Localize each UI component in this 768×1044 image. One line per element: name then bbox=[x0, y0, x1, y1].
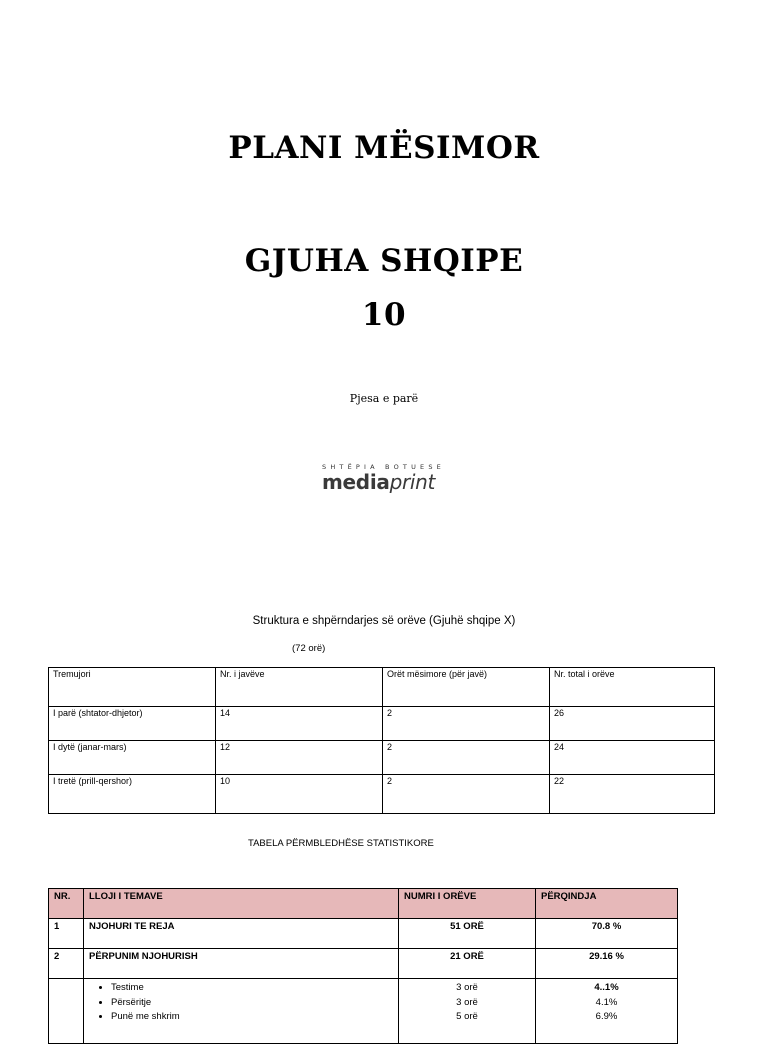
table-cell bbox=[399, 979, 536, 1044]
subject-title: GJUHA SHQIPE bbox=[244, 243, 524, 279]
sub-hours: 3 orë bbox=[456, 982, 478, 993]
header-cell: Nr. i javëve bbox=[216, 668, 383, 707]
list-item: • Punë me shkrim bbox=[111, 1010, 393, 1025]
table-cell: I dytë (janar-mars) bbox=[49, 741, 216, 775]
table-cell bbox=[49, 979, 84, 1044]
table-cell: 12 bbox=[216, 741, 383, 775]
logo-top-text: SHTËPIA BOTUESE bbox=[322, 463, 445, 471]
table-cell: 14 bbox=[216, 707, 383, 741]
table-cell: 29.16 % bbox=[536, 949, 678, 979]
part-label: Pjesa e parë bbox=[349, 392, 419, 405]
table-cell: 2 bbox=[383, 775, 550, 814]
table-cell bbox=[536, 979, 678, 1044]
table-cell: 24 bbox=[550, 741, 715, 775]
sub-hours: 5 orë bbox=[456, 1011, 478, 1022]
table-cell: I tretë (prill-qershor) bbox=[49, 775, 216, 814]
table-header-row bbox=[49, 668, 715, 707]
list-item: • Testime bbox=[111, 981, 393, 996]
header-cell: Tremujori bbox=[49, 668, 216, 707]
table-cell: I parë (shtator-dhjetor) bbox=[49, 707, 216, 741]
list-item: • Përsëritje bbox=[111, 996, 393, 1011]
table-cell: PËRPUNIM NJOHURISH bbox=[84, 949, 399, 979]
table-row bbox=[49, 707, 715, 741]
table-cell: 10 bbox=[216, 775, 383, 814]
table-row bbox=[49, 949, 678, 979]
stats-caption: TABELA PËRMBLEDHËSE STATISTIKORE bbox=[248, 838, 434, 849]
hours-note: (72 orë) bbox=[292, 643, 326, 654]
table-cell: NJOHURI TE REJA bbox=[84, 919, 399, 949]
sub-pct: 6.9% bbox=[595, 1011, 618, 1022]
stats-table bbox=[48, 888, 678, 1044]
sub-hours: 3 orë bbox=[456, 996, 478, 1008]
sub-item-list bbox=[89, 981, 393, 1025]
table-row bbox=[49, 741, 715, 775]
table-cell: 26 bbox=[550, 707, 715, 741]
logo-media: media bbox=[322, 470, 390, 494]
table-header-row bbox=[49, 889, 678, 919]
header-cell: Nr. total i orëve bbox=[550, 668, 715, 707]
logo-wordmark bbox=[322, 470, 452, 494]
table-cell: 51 ORË bbox=[399, 919, 536, 949]
header-cell: NR. bbox=[49, 889, 84, 919]
table-cell: 2 bbox=[383, 741, 550, 775]
publisher-logo bbox=[322, 463, 452, 494]
sub-pct: 4..1% bbox=[594, 982, 619, 993]
table-cell: 21 ORË bbox=[399, 949, 536, 979]
structure-caption: Struktura e shpërndarjes së orëve (Gjuhë shqipe X) bbox=[252, 615, 516, 627]
table-cell bbox=[84, 979, 399, 1044]
table-cell: 1 bbox=[49, 919, 84, 949]
document-title: PLANI MËSIMOR bbox=[228, 130, 540, 166]
table-cell: 22 bbox=[550, 775, 715, 814]
table-row bbox=[49, 775, 715, 814]
header-cell: LLOJI I TEMAVE bbox=[84, 889, 399, 919]
header-cell: NUMRI I ORËVE bbox=[399, 889, 536, 919]
table-cell: 2 bbox=[383, 707, 550, 741]
table-cell: 70.8 % bbox=[536, 919, 678, 949]
grade-number: 10 bbox=[361, 297, 407, 333]
table-cell: 2 bbox=[49, 949, 84, 979]
table-row bbox=[49, 919, 678, 949]
header-cell: PËRQINDJA bbox=[536, 889, 678, 919]
header-cell: Orët mësimore (për javë) bbox=[383, 668, 550, 707]
structure-table bbox=[48, 667, 715, 814]
logo-print: print bbox=[389, 470, 436, 494]
table-row bbox=[49, 979, 678, 1044]
sub-pct: 4.1% bbox=[595, 996, 618, 1008]
